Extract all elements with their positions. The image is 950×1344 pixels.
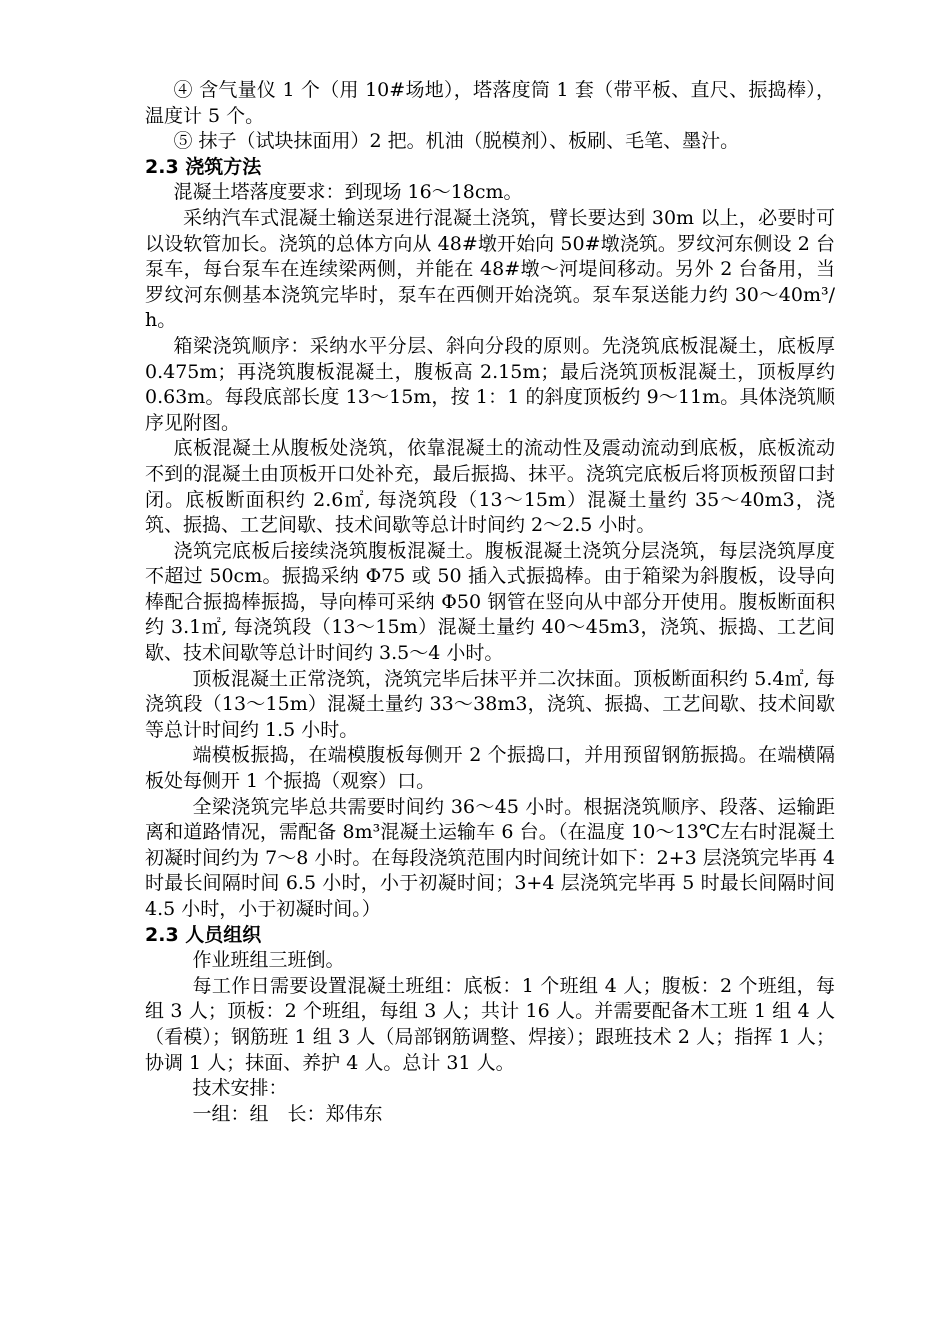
paragraph-top-slab: 顶板混凝土正常浇筑，浇筑完毕后抹平并二次抹面。顶板断面积约 5.4㎡, 每浇筑段（13～15m）混凝土量约 33～38m3，浇筑、振捣、工艺间歇、技术间歇等总计时间约 1.5 小时。	[145, 667, 835, 741]
section-heading-pouring-method: 2.3 浇筑方法	[145, 155, 262, 178]
paragraph-bottom-slab: 底板混凝土从腹板处浇筑，依靠混凝土的流动性及震动流动到底板，底板流动不到的混凝土由顶板开口处补充，最后振捣、抹平。浇筑完底板后将顶板预留口封闭。底板断面积约 2.6㎡, 每浇筑段（13～15m）混凝土量约 35～40m3，浇筑、振捣、工艺间歇、技术间歇等总计时间约 2～2.5 小时。	[145, 437, 835, 537]
paragraph-technical-arrangement: 技术安排：	[192, 1077, 288, 1100]
paragraph-total-time: 全梁浇筑完毕总共需要时间约 36～45 小时。根据浇筑顺序、段落、运输距离和道路情况，需配备 8m³混凝土运输车 6 台。（在温度 10～13℃左右时混凝土初凝时间约为 7～8 小时。在每段浇筑范围内时间统计如下：2+3 层浇筑完毕再 4 时最长间隔时间 6.5 小时，小于初凝时间；3+4 层浇筑完毕再 5 时最长间隔时间 4.5 小时，小于初凝时间。）	[145, 795, 835, 920]
section-heading-staff-organization: 2.3 人员组织	[145, 923, 262, 946]
paragraph-equipment-5: ⑤ 抹子（试块抹面用）2 把。机油（脱模剂）、板刷、毛笔、墨汁。	[173, 130, 740, 153]
paragraph-pump-truck: 采纳汽车式混凝土输送泵进行混凝土浇筑，臂长要达到 30m 以上，必要时可以设软管加长。浇筑的总体方向从 48#墩开始向 50#墩浇筑。罗纹河东侧设 2 台泵车，每台泵车在连续梁两侧，并能在 48#墩～河堤间移动。另外 2 台备用，当罗纹河东侧基本浇筑完毕时，泵车在西侧开始浇筑。泵车泵送能力约 30～40m³/h。	[145, 206, 835, 332]
paragraph-group-leader: 一组：组 长：郑伟东	[192, 1102, 383, 1125]
paragraph-end-formwork: 端模板振捣，在端模腹板每侧开 2 个振捣口，并用预留钢筋振捣。在端横隔板处每侧开 1 个振捣（观察）口。	[145, 744, 835, 793]
paragraph-shifts: 作业班组三班倒。	[192, 949, 345, 972]
paragraph-equipment-4: ④ 含气量仪 1 个（用 10#场地），塔落度筒 1 套（带平板、直尺、振捣棒），温度计 5 个。	[145, 79, 835, 127]
paragraph-box-girder-sequence: 箱梁浇筑顺序：采纳水平分层、斜向分段的原则。先浇筑底板混凝土，底板厚 0.475m；再浇筑腹板混凝土，腹板高 2.15m；最后浇筑顶板混凝土，顶板厚约 0.63m。每段底部长度 13～15m，按 1：1 的斜度顶板约 9～11m。具体浇筑顺序见附图。	[145, 334, 835, 434]
paragraph-slump-requirement: 混凝土塔落度要求：到现场 16～18cm。	[173, 181, 523, 204]
paragraph-crew-setup: 每工作日需要设置混凝土班组：底板：1 个班组 4 人；腹板：2 个班组，每组 3 人；顶板：2 个班组，每组 3 人；共计 16 人。并需要配备木工班 1 组 4 人（看模）；钢筋班 1 组 3 人（局部钢筋调整、焊接）；跟班技术 2 人；指挥 1 人；协调 1 人；抹面、养护 4 人。总计 31 人。	[145, 974, 835, 1074]
paragraph-web-slab: 浇筑完底板后接续浇筑腹板混凝土。腹板混凝土浇筑分层浇筑，每层浇筑厚度不超过 50cm。振捣采纳 Φ75 或 50 插入式振捣棒。由于箱梁为斜腹板，设导向棒配合振捣棒振捣，导向棒可采纳 Φ50 钢管在竖向从中部分开使用。腹板断面积约 3.1㎡, 每浇筑段（13～15m）混凝土量约 40～45m3，浇筑、振捣、工艺间歇、技术间歇等总计时间约 3.5～4 小时。	[145, 539, 835, 665]
document-page	[145, 78, 835, 1127]
